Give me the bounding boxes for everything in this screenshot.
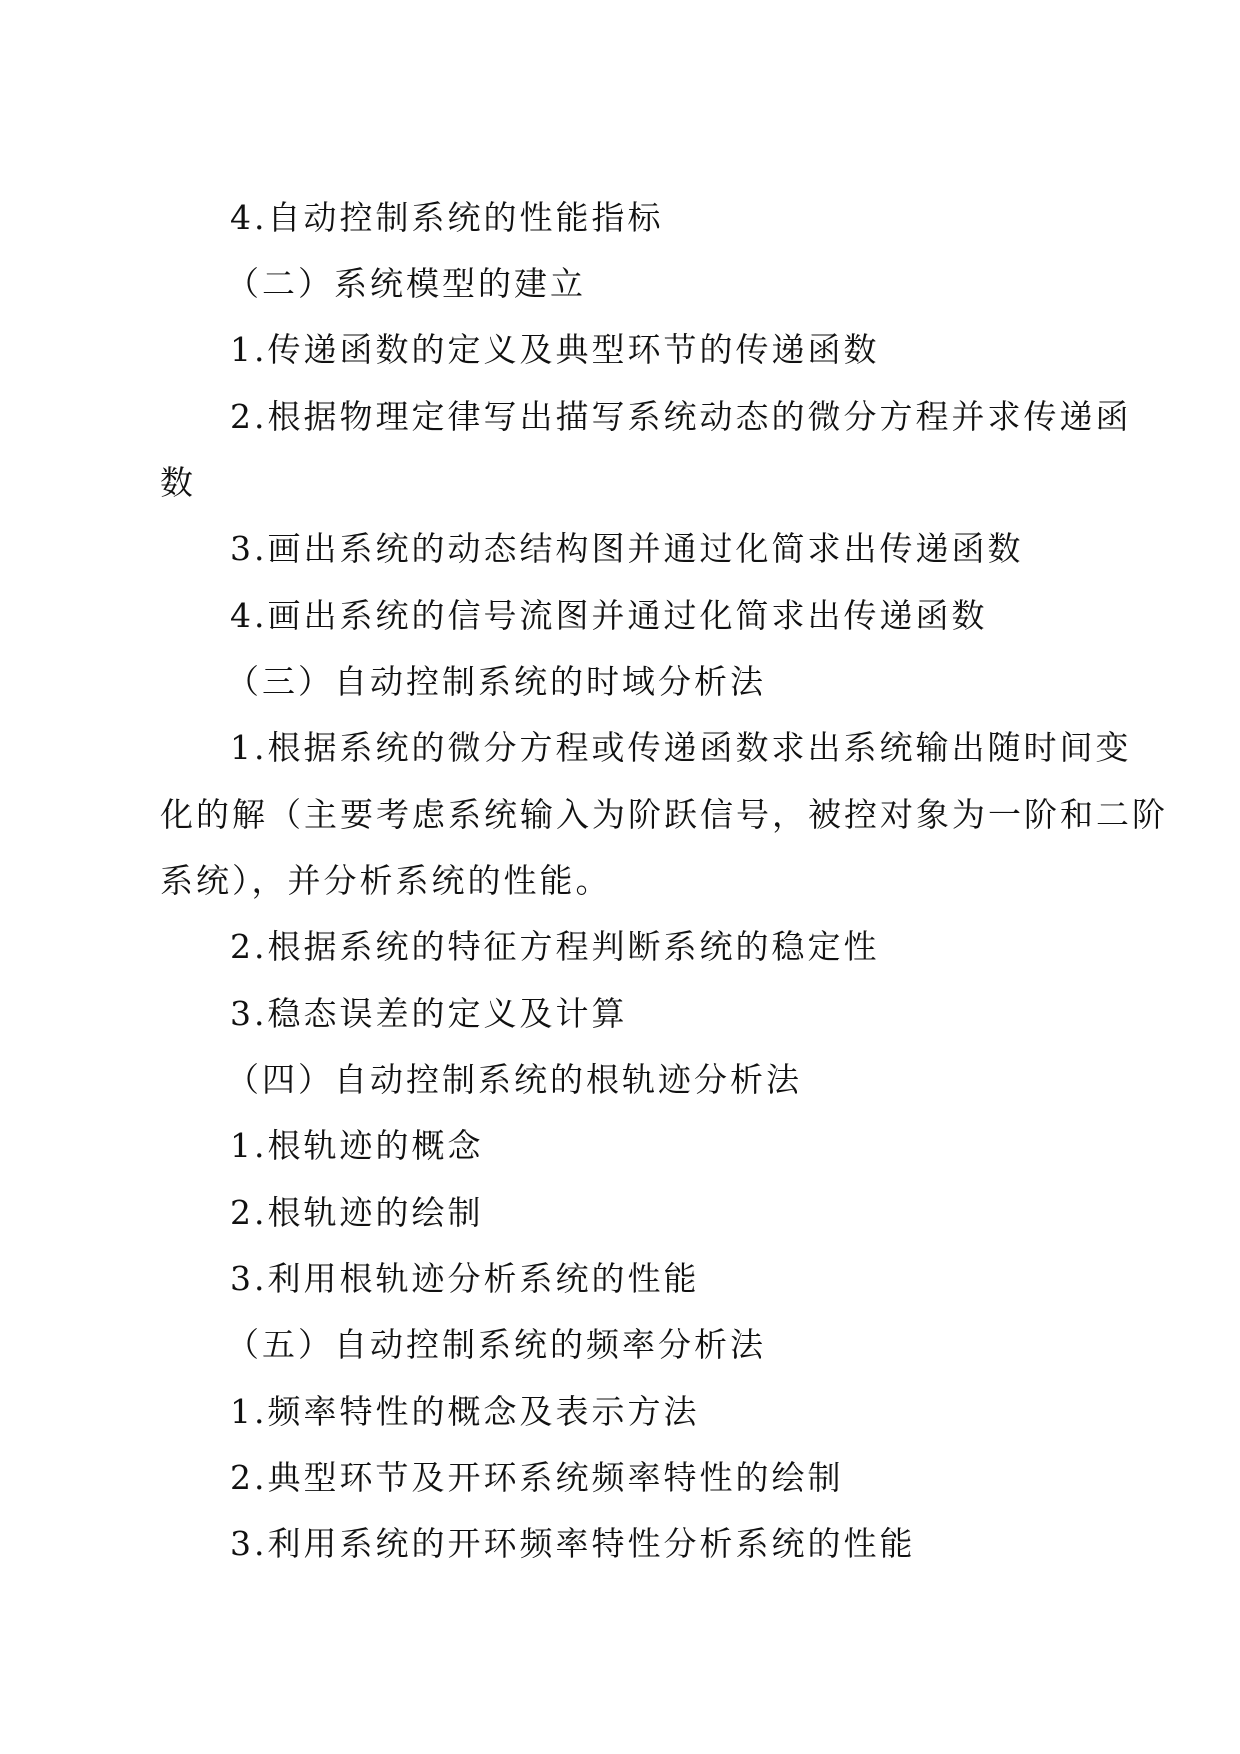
item-performance-indices: 4.自动控制系统的性能指标 [230,198,664,237]
item-stability: 2.根据系统的特征方程判断系统的稳定性 [230,927,880,966]
item-frequency-plot: 2.典型环节及开环系统频率特性的绘制 [230,1458,844,1497]
item-transfer-function-definition: 1.传递函数的定义及典型环节的传递函数 [230,330,880,369]
item-root-locus-concept: 1.根轨迹的概念 [230,1126,484,1165]
item-frequency-concept: 1.频率特性的概念及表示方法 [230,1392,700,1431]
section-heading-3: （三）自动控制系统的时域分析法 [226,662,766,701]
section-heading-5: （五）自动控制系统的频率分析法 [226,1325,766,1364]
item-root-locus-drawing: 2.根轨迹的绘制 [230,1193,484,1232]
item-steady-state-error: 3.稳态误差的定义及计算 [230,994,628,1033]
item-time-response-cont-1: 化的解（主要考虑系统输入为阶跃信号，被控对象为一阶和二阶 [160,795,1168,834]
section-heading-2: （二）系统模型的建立 [226,264,586,303]
item-signal-flow-graph: 4.画出系统的信号流图并通过化简求出传递函数 [230,596,988,635]
item-time-response-cont-2: 系统），并分析系统的性能。 [160,861,612,900]
item-time-response: 1.根据系统的微分方程或传递函数求出系统输出随时间变 [230,728,1132,767]
item-frequency-analysis: 3.利用系统的开环频率特性分析系统的性能 [230,1524,916,1563]
item-differential-equation-cont: 数 [160,463,196,502]
item-root-locus-analysis: 3.利用根轨迹分析系统的性能 [230,1259,700,1298]
item-block-diagram: 3.画出系统的动态结构图并通过化简求出传递函数 [230,529,1024,568]
section-heading-4: （四）自动控制系统的根轨迹分析法 [226,1060,802,1099]
item-differential-equation: 2.根据物理定律写出描写系统动态的微分方程并求传递函 [230,397,1132,436]
